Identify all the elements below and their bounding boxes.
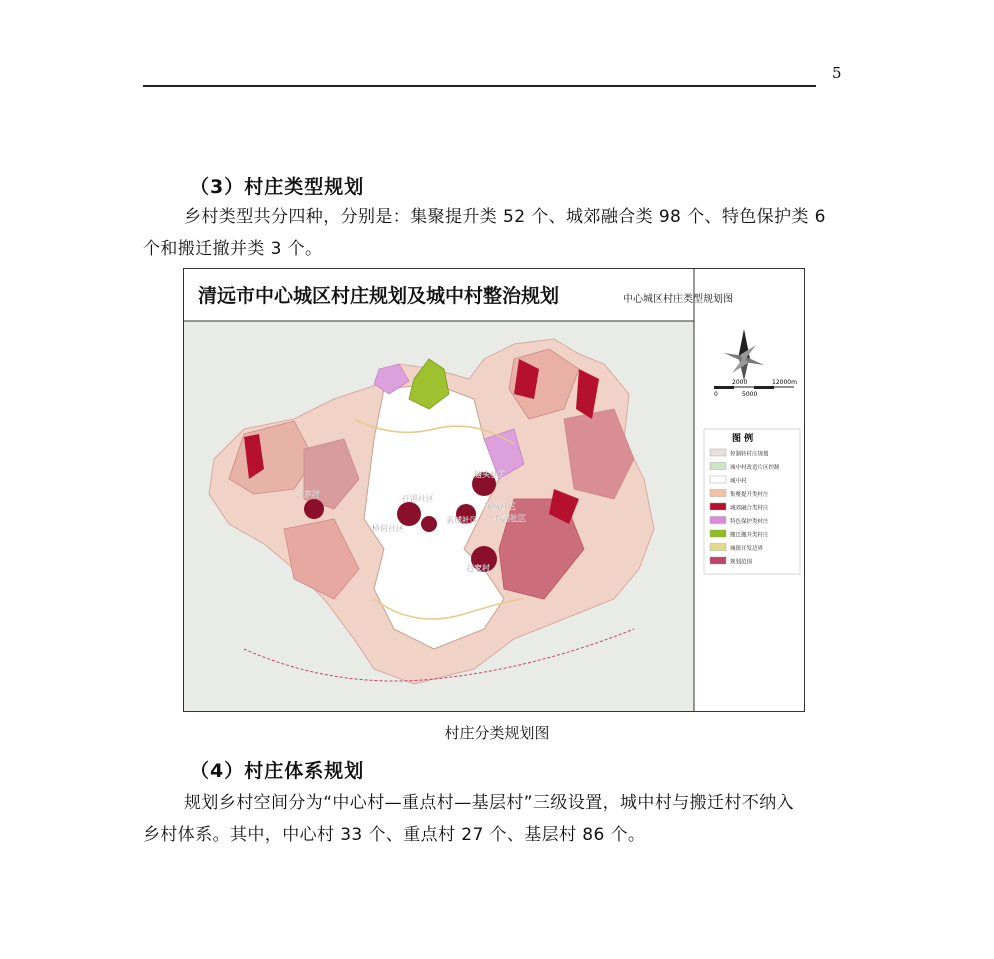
place-label: 冯东村	[296, 490, 320, 499]
section4-heading: （4）村庄体系规划	[190, 760, 365, 782]
map-title: 清远市中心城区村庄规划及城中村整治规划	[198, 285, 560, 307]
legend-swatch	[710, 503, 726, 510]
section4-line2: 乡村体系。其中，中心村 33 个、重点村 27 个、基层村 86 个。	[143, 825, 646, 845]
legend-swatch	[710, 530, 726, 537]
scale-label-0: 0	[714, 391, 718, 398]
map-legend	[704, 429, 800, 574]
legend-label: 城镇开发边界	[730, 546, 764, 552]
section3-line1: 乡村类型共分四种，分别是：集聚提升类 52 个、城郊融合类 98 个、特色保护类 6	[184, 207, 826, 227]
legend-label: 集聚提升类村庄	[730, 492, 769, 498]
village-type-map	[183, 268, 805, 712]
legend-swatch	[710, 517, 726, 524]
legend-swatch	[710, 490, 726, 497]
place-label: 赵家村	[466, 564, 490, 573]
legend-label: 搬迁撤并类村庄	[730, 532, 769, 539]
place-label: 凤城社区	[484, 502, 516, 511]
legend-label: 规划范围	[730, 559, 753, 566]
legend-swatch	[710, 449, 726, 456]
header-rule	[143, 85, 816, 87]
legend-label: 控制转村庄规划	[730, 451, 769, 458]
legend-swatch	[710, 544, 726, 551]
map-subtitle: 中心城区村庄类型规划图	[623, 294, 733, 305]
legend-title: 图 例	[732, 434, 754, 444]
legend-swatch	[710, 557, 726, 564]
scale-label-12000m: 12000m	[772, 379, 797, 386]
section4-line1: 规划乡村空间分为“中心村—重点村—基层村”三级设置，城中村与搬迁村不纳入	[184, 793, 795, 813]
legend-swatch	[710, 463, 726, 470]
place-label: 新城社区	[446, 516, 478, 525]
scale-label-5000: 5000	[742, 391, 758, 398]
place-label: 打渔社区	[402, 494, 434, 503]
legend-label: 特色保护类村庄	[730, 519, 769, 525]
figure-caption: 村庄分类规划图	[444, 724, 550, 742]
section3-heading: （3）村庄类型规划	[190, 176, 365, 198]
place-label: 横荷社区	[372, 524, 404, 533]
place-label: 塘头社区	[474, 470, 506, 479]
page-number: 5	[832, 64, 842, 82]
scale-label-2000: 2000	[732, 379, 748, 386]
legend-swatch	[710, 476, 726, 483]
legend-label: 城郊融合类村庄	[730, 505, 769, 512]
legend-label: 城中村	[730, 478, 747, 485]
place-label: 石湖社区	[494, 514, 526, 523]
legend-label: 城中村改造片区控制	[730, 465, 780, 471]
section3-line2: 个和搬迁撤并类 3 个。	[143, 239, 323, 259]
